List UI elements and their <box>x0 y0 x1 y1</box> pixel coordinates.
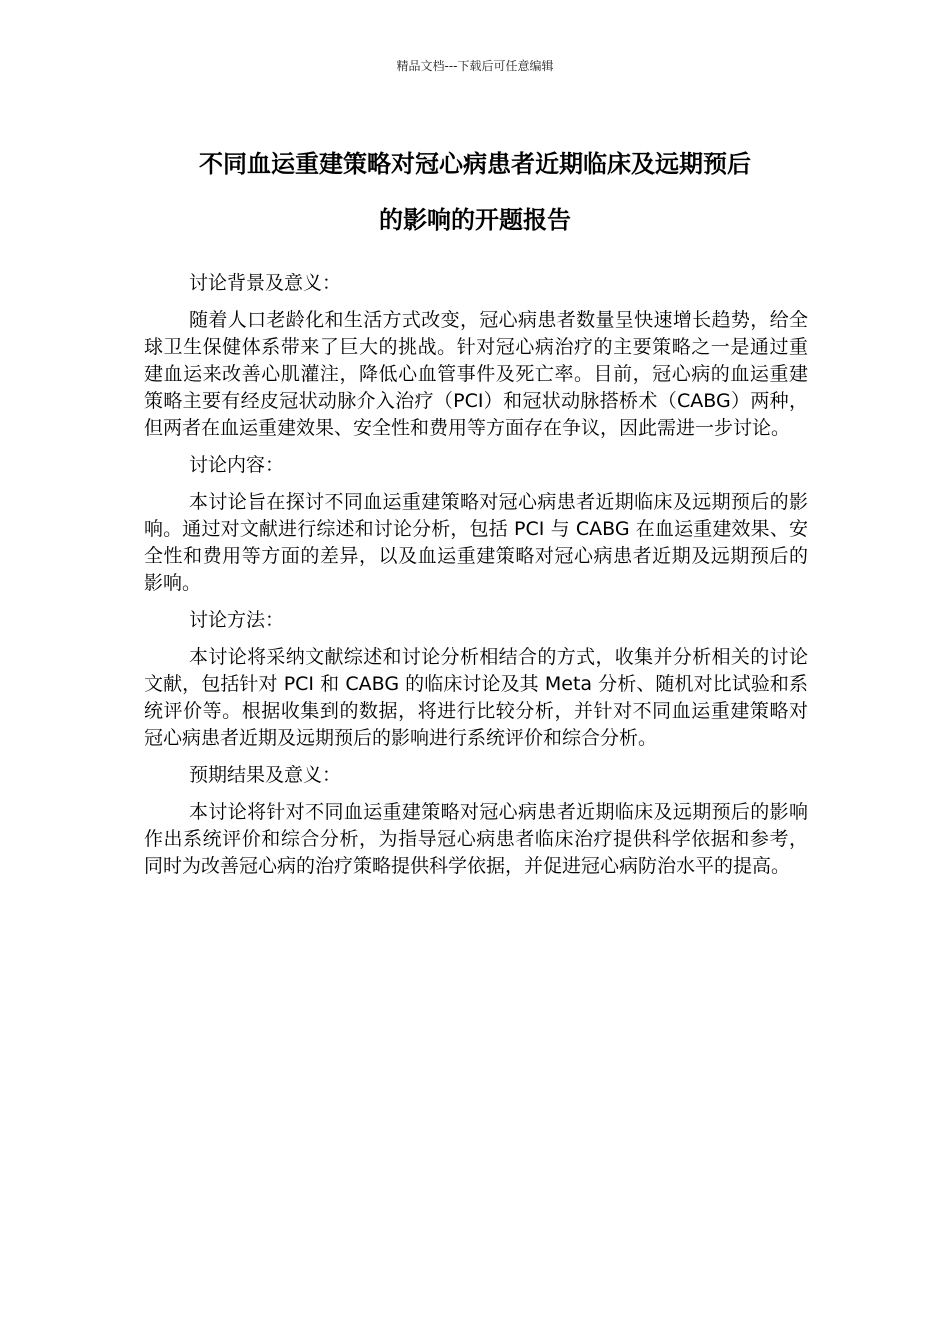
section-heading-content: 讨论内容： <box>189 454 285 476</box>
paragraph-background: 随着人口老龄化和生活方式改变，冠心病患者数量呈快速增长趋势，给全球卫生保健体系带来了巨大的挑战。针对冠心病治疗的主要策略之一是通过重建血运来改善心肌灌注，降低心血管事件及死亡率。目前，冠心病的血运重建策略主要有经皮冠状动脉介入治疗（PCI）和冠状动脉搭桥术（CABG）两种，但两者在血运重建效果、安全性和费用等方面存在争议，因此需进一步讨论。 <box>144 309 808 439</box>
section-heading-method: 讨论方法： <box>189 609 285 631</box>
title-line-2: 的影响的开题报告 <box>379 206 571 234</box>
paragraph-content: 本讨论旨在探讨不同血运重建策略对冠心病患者近期临床及远期预后的影响。通过对文献进行综述和讨论分析，包括 PCI 与 CABG 在血运重建效果、安全性和费用等方面的差异，以及血运重建策略对冠心病患者近期及远期预后的影响。 <box>144 491 808 594</box>
title-line-1: 不同血运重建策略对冠心病患者近期临床及远期预后 <box>199 150 751 178</box>
paragraph-method: 本讨论将采纳文献综述和讨论分析相结合的方式，收集并分析相关的讨论文献，包括针对 PCI 和 CABG 的临床讨论及其 Meta 分析、随机对比试验和系统评价等。根据收集到的数据，将进行比较分析，并针对不同血运重建策略对冠心病患者近期及远期预后的影响进行系统评价和综合分析。 <box>144 646 808 749</box>
section-heading-expected-results: 预期结果及意义： <box>189 764 342 786</box>
header-note: 精品文档---下载后可任意编辑 <box>396 59 554 73</box>
page-title <box>130 136 820 248</box>
document-body <box>144 270 808 890</box>
paragraph-expected-results: 本讨论将针对不同血运重建策略对冠心病患者近期临床及远期预后的影响作出系统评价和综合分析，为指导冠心病患者临床治疗提供科学依据和参考，同时为改善冠心病的治疗策略提供科学依据，并促进冠心病防治水平的提高。 <box>144 801 808 877</box>
section-heading-background: 讨论背景及意义： <box>189 272 342 294</box>
